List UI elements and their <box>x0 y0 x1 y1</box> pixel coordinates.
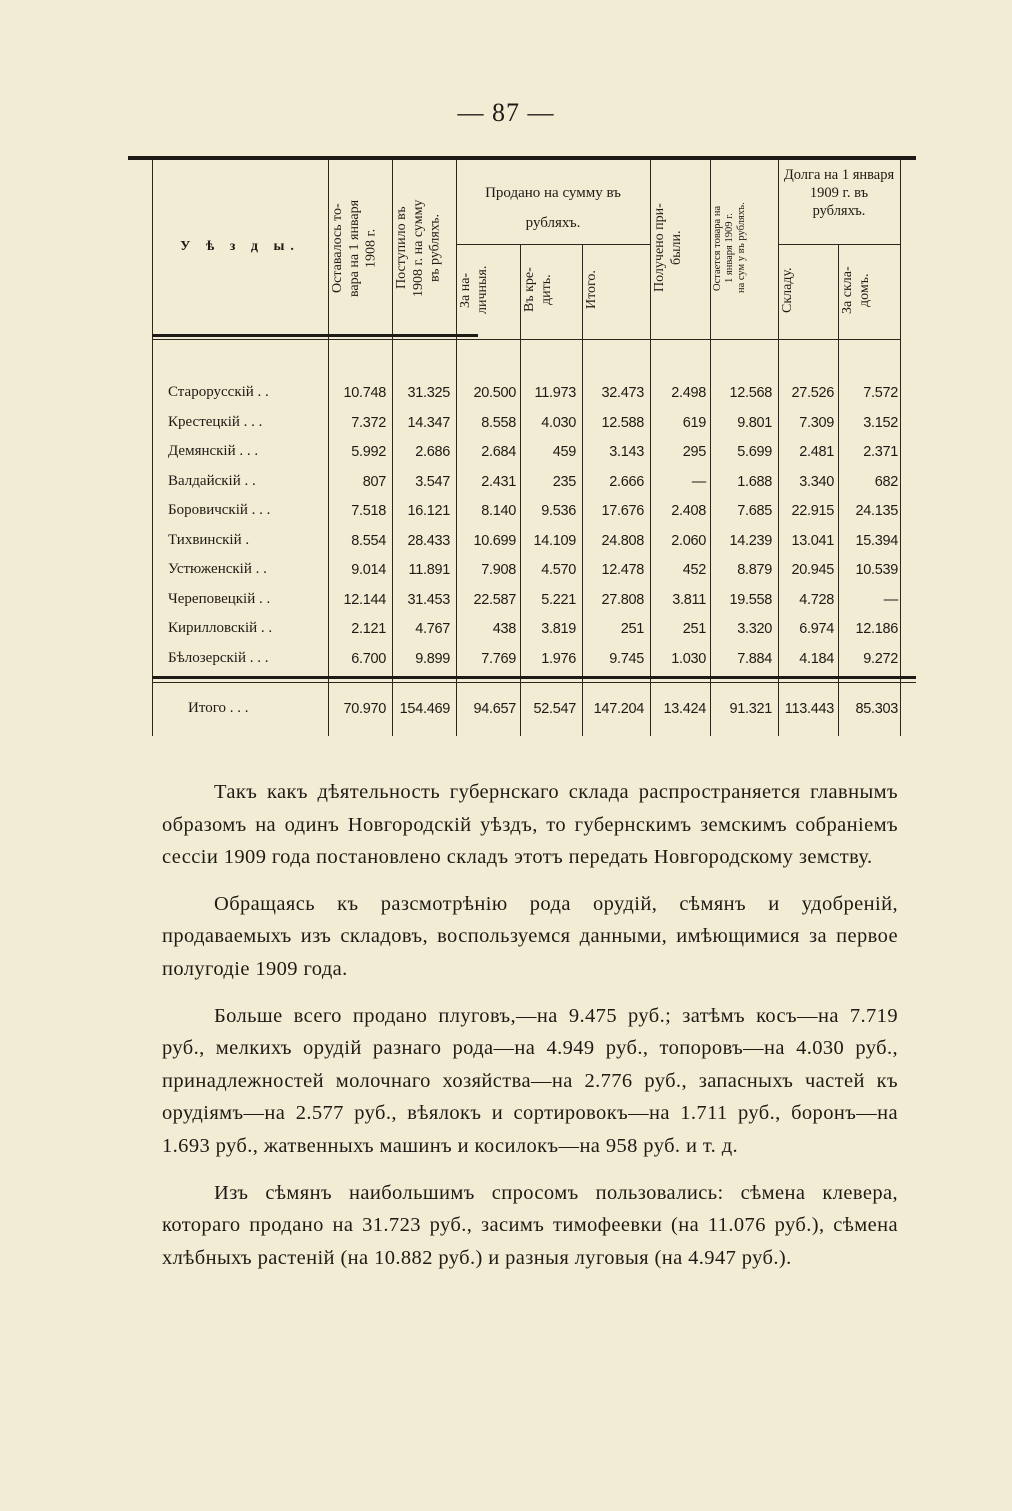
table-cell: 235 <box>552 473 576 490</box>
table-cell: 7.518 <box>351 503 386 519</box>
total-cell: 13.424 <box>663 701 706 717</box>
page-number: — 87 — <box>457 98 555 127</box>
table-cell: 28.433 <box>407 532 450 549</box>
table-cell: 9.014 <box>351 562 386 578</box>
paragraph: Больше всего продано плуговъ,—на 9.475 руб.; затѣмъ косъ—на 7.719 руб., мелкихъ орудій разнаго рода—на 4.949 руб., топоровъ—на 4.030 руб., принадлежностей молочнаго хозяйства—на 2.776 руб., запасныхъ частей къ орудіямъ—на 2.577 руб., вѣялокъ и сортировокъ—на 1.711 руб., боронъ—на 1.693 руб., жатвенныхъ машинъ и косилокъ—на 958 руб. и т. д. <box>162 1004 898 1157</box>
table-cell: 2.481 <box>799 444 834 460</box>
table-cell: 8.140 <box>481 503 516 519</box>
table-cell: 9.745 <box>609 650 644 667</box>
header-uezdy: У ѣ з д ы. <box>180 239 300 254</box>
total-cell: 147.204 <box>593 701 644 717</box>
table-cell: 20.945 <box>791 562 834 578</box>
table-cell: 452 <box>682 562 706 578</box>
paragraph: Изъ сѣмянъ наибольшимъ спросомъ пользовались: сѣмена клевера, котораго продано на 31.723 руб., засимъ тимофеевки (на 11.076 руб.), сѣмена хлѣбныхъ растеній (на 10.882 руб.) и разныя луговыя (на 4.947 руб.). <box>162 1181 898 1269</box>
table-top-rule <box>128 156 916 160</box>
table-cell: 16.121 <box>407 503 450 519</box>
table-cell: 15.394 <box>855 532 898 549</box>
total-cell: 154.469 <box>399 701 450 717</box>
district-name: Бѣлозерскій . . . <box>168 649 269 666</box>
table-cell: 5.221 <box>541 591 576 608</box>
header-za-skladom: За скла- домъ. <box>840 266 872 314</box>
table-cell: 19.558 <box>729 591 772 608</box>
district-name: Крестецкій . . . <box>168 413 263 430</box>
table-cell: 10.699 <box>473 532 516 549</box>
header-za-nalichnye: За на- личныя. <box>458 265 490 315</box>
table-cell: 8.879 <box>737 562 772 578</box>
total-cell: 85.303 <box>855 701 898 717</box>
total-cell: 91.321 <box>729 701 772 717</box>
total-row-label: Итого . . . <box>188 700 249 716</box>
table-cell: 4.767 <box>415 621 450 637</box>
header-dolga-group: Долга на 1 января 1909 г. въ рубляхъ. <box>783 167 895 219</box>
header-postupilo: Поступило въ 1908 г. на сумму въ рубляхъ. <box>394 199 443 297</box>
paragraph: Обращаясь къ разсмотрѣнію рода орудій, сѣмянъ и удобреній, продаваемыхъ изъ складовъ, воспользуемся данными, имѣющимися за первое полугодіе 1909 года. <box>162 892 898 980</box>
district-name: Старорусскій . . <box>168 384 269 400</box>
table-cell: 13.041 <box>791 532 834 549</box>
header-ostaetsya: Остается товара на 1 января 1909 г. на сум у въ рубляхъ. <box>712 202 748 294</box>
table-cell: 12.568 <box>729 385 772 401</box>
table-cell: 1.030 <box>671 650 706 667</box>
table-cell: 17.676 <box>601 503 644 519</box>
header-itogo-col: Итого. <box>584 270 599 310</box>
table-cell: 8.558 <box>481 414 516 431</box>
table-cell: 2.060 <box>671 532 706 549</box>
table-cell: 7.908 <box>481 562 516 578</box>
table-cell: 22.915 <box>791 503 834 519</box>
table-cell: 682 <box>874 473 898 490</box>
district-name: Боровичскій . . . <box>168 502 271 518</box>
district-name: Устюженскій . . <box>168 561 267 577</box>
header-v-kredit: Въ кре- дить. <box>522 267 554 313</box>
table-cell: 2.666 <box>609 473 644 490</box>
table-cell: — <box>883 591 898 608</box>
table-cell: 10.748 <box>343 385 386 401</box>
table-cell: 9.899 <box>415 650 450 667</box>
table-cell: 10.539 <box>855 562 898 578</box>
total-cell: 70.970 <box>343 701 386 717</box>
district-name: Череповецкій . . <box>168 590 271 607</box>
table-cell: 5.699 <box>737 444 772 460</box>
table-cell: 2.408 <box>671 503 706 519</box>
table-cell: 7.685 <box>737 503 772 519</box>
table-cell: 2.686 <box>415 444 450 460</box>
table-cell: 12.588 <box>601 414 644 431</box>
table-cell: 4.184 <box>799 650 834 667</box>
table-cell: 9.272 <box>863 650 898 667</box>
table-cell: 3.547 <box>415 473 450 490</box>
district-name: Тихвинскій . <box>168 531 250 548</box>
table-cell: 7.769 <box>481 650 516 667</box>
table-cell: 31.453 <box>407 591 450 608</box>
table-cell: 5.992 <box>351 444 386 460</box>
table-cell: 20.500 <box>473 385 516 401</box>
table-cell: 27.808 <box>601 591 644 608</box>
header-polucheno-pribyli: Получено при- были. <box>652 203 684 293</box>
table-cell: 6.700 <box>351 650 386 667</box>
table-cell: 4.030 <box>541 414 576 431</box>
table-cell: 619 <box>682 414 706 431</box>
table-cell: 807 <box>362 473 386 490</box>
district-name: Демянскій . . . <box>168 443 259 459</box>
table-cell: 9.536 <box>541 503 576 519</box>
table-cell: 31.325 <box>407 385 450 401</box>
table-cell: 3.819 <box>541 621 576 637</box>
table-cell: 3.320 <box>737 621 772 637</box>
table-cell: 11.891 <box>408 562 450 578</box>
table-cell: 7.572 <box>863 385 898 401</box>
table-cell: 27.526 <box>791 385 834 401</box>
table-cell: 1.976 <box>541 650 576 667</box>
table-cell: 1.688 <box>737 473 772 490</box>
statistics-table <box>128 156 916 736</box>
table-cell: 14.109 <box>533 532 576 549</box>
table-cell: 22.587 <box>473 591 516 608</box>
table-cell: 32.473 <box>601 385 644 401</box>
header-prodano-group: Продано на сумму въ рубляхъ. <box>485 185 621 231</box>
table-cell: 3.340 <box>799 473 834 490</box>
table-cell: 9.801 <box>737 414 772 431</box>
total-cell: 113.443 <box>784 701 834 717</box>
table-cell: 7.372 <box>351 414 386 431</box>
table-cell: 251 <box>620 621 644 637</box>
table-cell: 6.974 <box>799 621 834 637</box>
table-cell: 8.554 <box>351 532 386 549</box>
table-cell: 2.121 <box>351 621 386 637</box>
paragraph: Такъ какъ дѣятельность губернскаго склада распространяется главнымъ образомъ на одинъ Новгородскій уѣздъ, то губернскимъ земскимъ собраніемъ сессіи 1909 года постановлено складъ этотъ передать Новгородскому земству. <box>162 781 898 869</box>
table-cell: 14.239 <box>729 532 772 549</box>
district-name: Кирилловскій . . <box>168 620 273 636</box>
table-cell: 438 <box>492 621 516 637</box>
header-ostavalos: Оставалось то- вара на 1 января 1908 г. <box>330 199 379 297</box>
table-cell: 2.684 <box>481 444 516 460</box>
table-cell: 3.811 <box>672 591 706 608</box>
table-cell: 3.143 <box>609 444 644 460</box>
table-cell: 4.570 <box>541 562 576 578</box>
table-cell: 12.144 <box>343 591 386 608</box>
total-cell: 94.657 <box>473 701 516 717</box>
body-text <box>162 776 898 1288</box>
table-cell: 459 <box>552 444 576 460</box>
table-cell: 4.728 <box>799 591 834 608</box>
table-cell: 24.135 <box>855 503 898 519</box>
table-cell: 7.309 <box>799 414 834 431</box>
header-skladu: Складу. <box>780 267 795 313</box>
table-cell: 12.478 <box>601 562 644 578</box>
table-cell: 3.152 <box>863 414 898 431</box>
district-name: Валдайскій . . <box>168 472 256 489</box>
table-cell: 295 <box>682 444 706 460</box>
table-cell: 12.186 <box>855 621 898 637</box>
table-cell: 251 <box>682 621 706 637</box>
table-cell: 2.498 <box>671 385 706 401</box>
total-cell: 52.547 <box>533 701 576 717</box>
table-cell: 7.884 <box>737 650 772 667</box>
table-cell: 11.973 <box>534 385 576 401</box>
table-cell: — <box>691 473 706 490</box>
table-cell: 14.347 <box>407 414 450 431</box>
table-cell: 24.808 <box>601 532 644 549</box>
table-cell: 2.371 <box>863 444 898 460</box>
table-cell: 2.431 <box>481 473 516 490</box>
